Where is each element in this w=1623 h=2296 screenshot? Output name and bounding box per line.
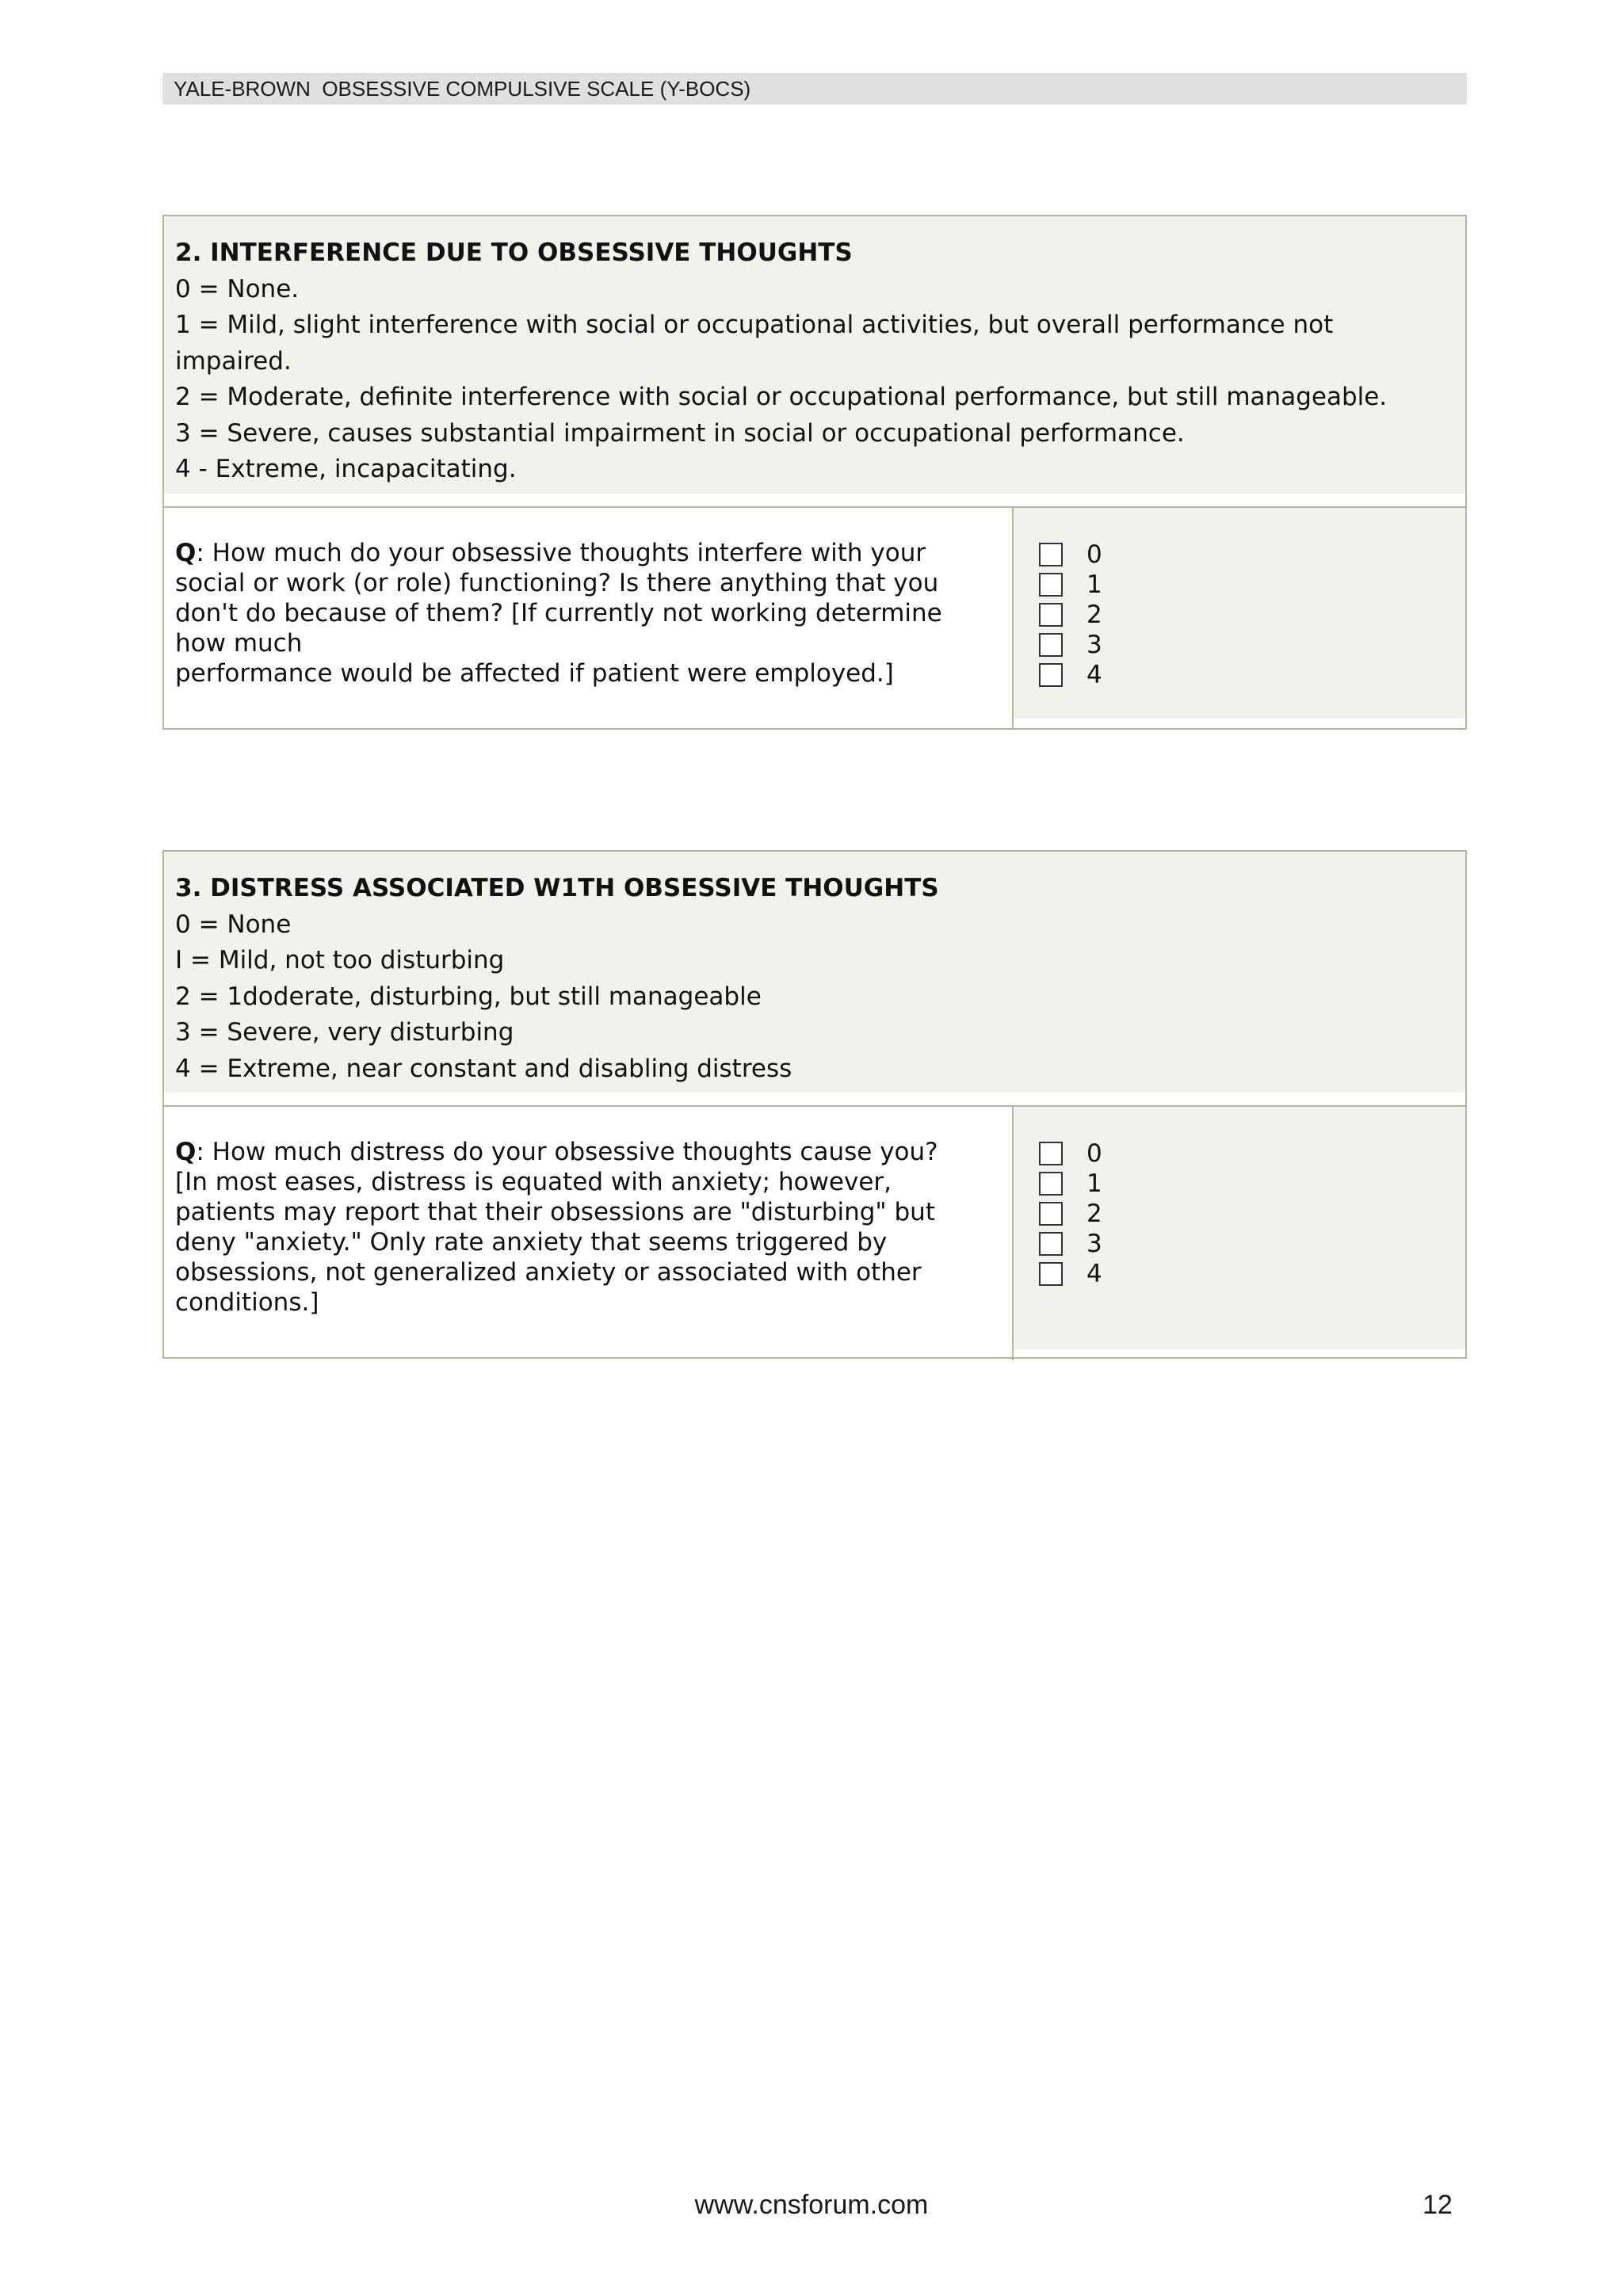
option-4[interactable] xyxy=(1039,1259,1102,1289)
answer-options xyxy=(1014,508,1465,719)
option-2[interactable] xyxy=(1039,1199,1102,1229)
question-line: : How much do your obsessive thoughts interfere with your xyxy=(196,539,926,567)
question-line: social or work (or role) functioning? Is there anything that you xyxy=(175,569,939,597)
item-distress-obsessive-thoughts xyxy=(162,850,1467,1359)
question-row xyxy=(164,508,1465,730)
question-row xyxy=(164,1107,1465,1360)
checkbox[interactable] xyxy=(1039,663,1063,687)
definition-line: 4 - Extreme, incapacitating. xyxy=(175,455,517,483)
option-4[interactable] xyxy=(1039,660,1102,690)
option-2[interactable] xyxy=(1039,600,1102,630)
definition-line: 0 = None. xyxy=(175,274,300,303)
item-definition xyxy=(164,216,1465,494)
option-label: 0 xyxy=(1086,540,1102,569)
page-header: YALE-BROWN OBSESSIVE COMPULSIVE SCALE (Y-BOCS) xyxy=(162,73,1467,105)
option-label: 2 xyxy=(1086,601,1102,629)
definition-line: I = Mild, not too disturbing xyxy=(175,946,505,974)
checkbox[interactable] xyxy=(1039,603,1063,627)
option-label: 4 xyxy=(1086,1260,1102,1288)
question-line: patients may report that their obsessions are "disturbing" but xyxy=(175,1198,935,1226)
definition-line: 3 = Severe, causes substantial impairment in social or occupational performance. xyxy=(175,418,1185,448)
item-title: 2. INTERFERENCE DUE TO OBSESSIVE THOUGHTS xyxy=(175,238,853,267)
definition-line: 1 = Mild, slight interference with social or occupational activities, but overall performance not impaired. xyxy=(175,311,1334,376)
question-line: don't do because of them? [If currently not working determine xyxy=(175,599,942,627)
item-interference-obsessive-thoughts xyxy=(162,215,1467,730)
option-1[interactable] xyxy=(1039,1169,1102,1199)
checkbox[interactable] xyxy=(1039,1172,1063,1196)
checkbox[interactable] xyxy=(1039,543,1063,566)
option-label: 0 xyxy=(1086,1139,1102,1168)
option-label: 1 xyxy=(1086,1169,1102,1198)
footer-url: www.cnsforum.com xyxy=(694,2190,929,2220)
question-prefix: Q xyxy=(175,1138,197,1166)
definition-line: 0 = None xyxy=(175,910,292,939)
option-label: 3 xyxy=(1086,631,1102,659)
definition-line: 4 = Extreme, near constant and disabling distress xyxy=(175,1054,792,1083)
question-line: performance would be affected if patient were employed.] xyxy=(175,659,894,688)
question-prefix: Q xyxy=(175,539,197,567)
option-label: 1 xyxy=(1086,570,1102,599)
question-line: how much xyxy=(175,629,303,658)
option-0[interactable] xyxy=(1039,540,1102,570)
definition-line: 3 = Severe, very disturbing xyxy=(175,1018,514,1047)
checkbox[interactable] xyxy=(1039,1202,1063,1226)
page-number: 12 xyxy=(1423,2190,1453,2220)
option-3[interactable] xyxy=(1039,630,1102,660)
question-line: [In most eases, distress is equated with anxiety; however, xyxy=(175,1168,892,1196)
option-label: 4 xyxy=(1086,661,1102,689)
question-text xyxy=(164,508,1014,730)
checkbox[interactable] xyxy=(1039,1142,1063,1165)
item-title: 3. DISTRESS ASSOCIATED W1TH OBSESSIVE THOUGHTS xyxy=(175,874,939,902)
option-label: 3 xyxy=(1086,1230,1102,1258)
checkbox[interactable] xyxy=(1039,1232,1063,1256)
item-definition xyxy=(164,852,1465,1093)
definition-line: 2 = Moderate, definite interference with social or occupational performance, but still manageable. xyxy=(175,383,1388,411)
question-text xyxy=(164,1107,1014,1360)
option-label: 2 xyxy=(1086,1199,1102,1228)
option-3[interactable] xyxy=(1039,1229,1102,1259)
question-line: conditions.] xyxy=(175,1288,319,1317)
checkbox[interactable] xyxy=(1039,573,1063,597)
question-line: : How much distress do your obsessive thoughts cause you? xyxy=(196,1138,938,1166)
checkbox[interactable] xyxy=(1039,1262,1063,1286)
answer-options xyxy=(1014,1107,1465,1349)
option-1[interactable] xyxy=(1039,570,1102,600)
checkbox[interactable] xyxy=(1039,633,1063,657)
option-0[interactable] xyxy=(1039,1138,1102,1169)
question-line: obsessions, not generalized anxiety or associated with other xyxy=(175,1258,922,1287)
question-line: deny "anxiety." Only rate anxiety that seems triggered by xyxy=(175,1228,888,1257)
definition-line: 2 = 1doderate, disturbing, but still manageable xyxy=(175,982,762,1011)
